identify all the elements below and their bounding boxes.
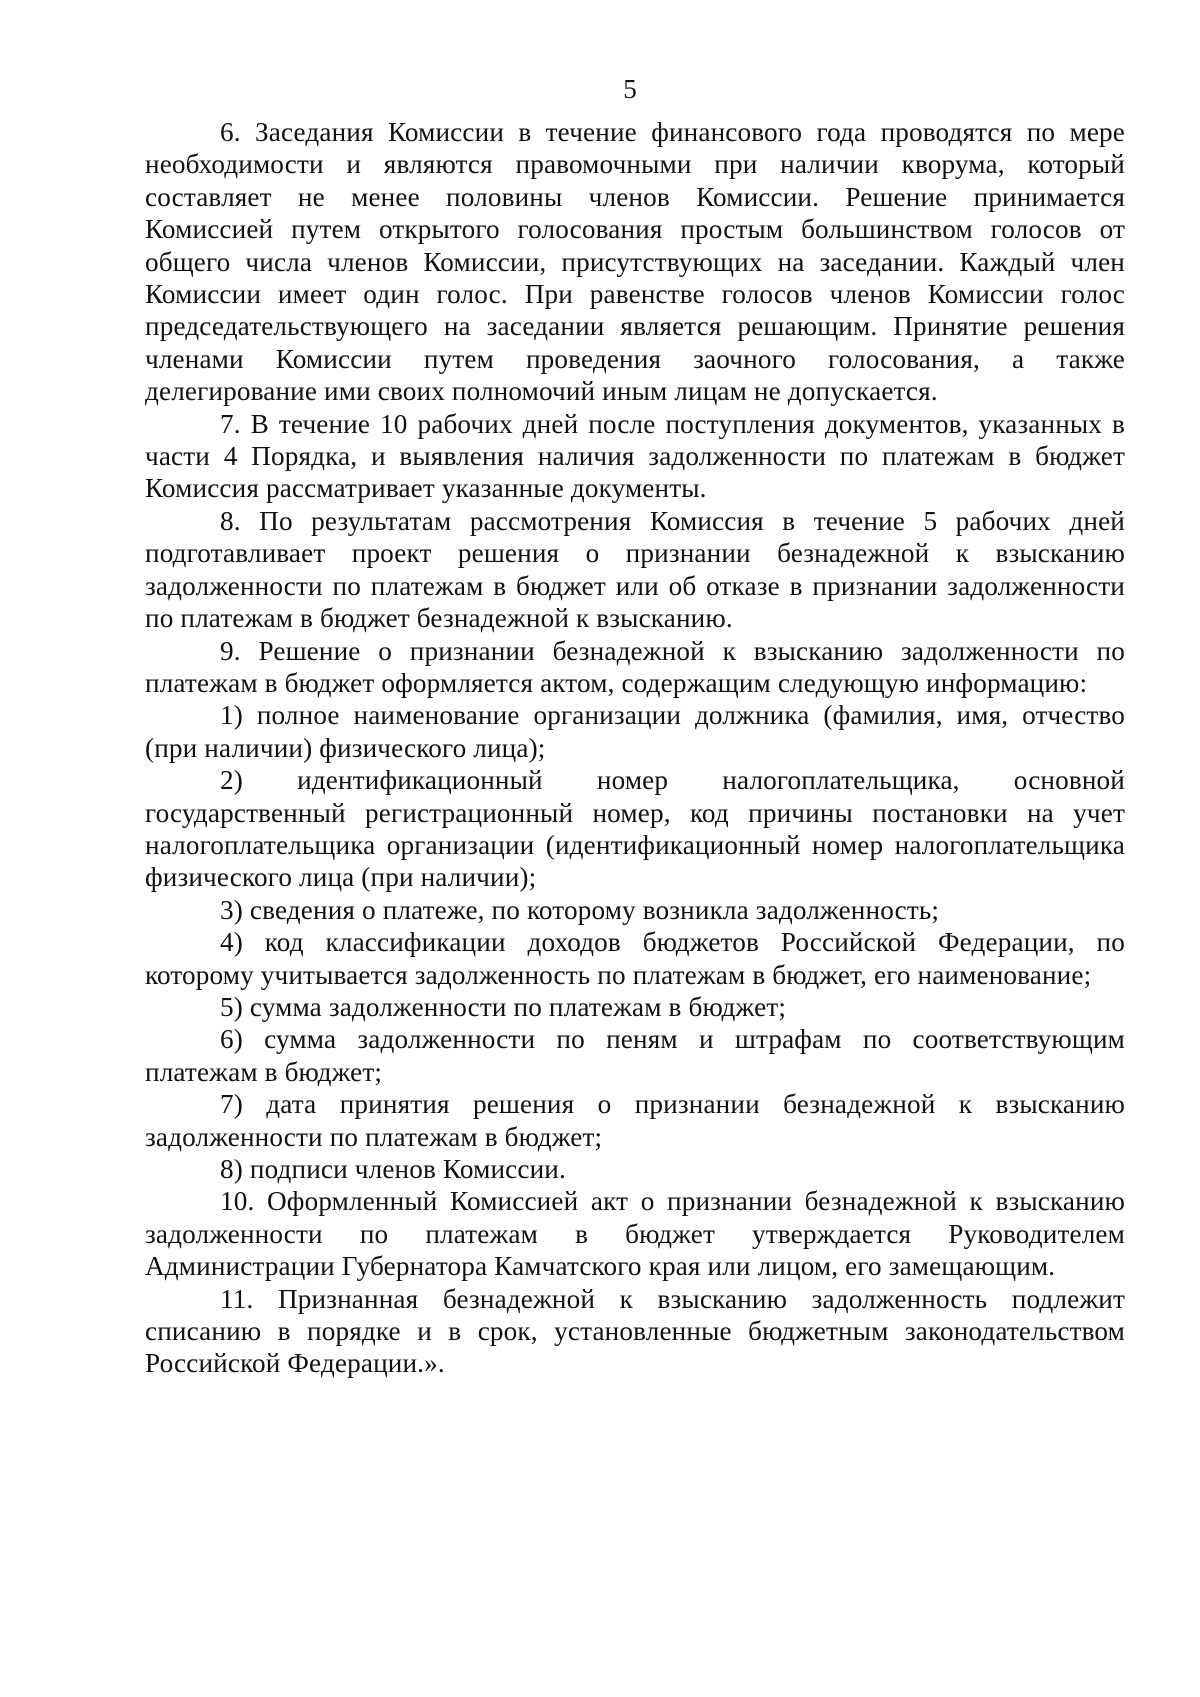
paragraph-8-draft-decision: 8. По результатам рассмотрения Комиссия в течение 5 рабочих дней подготавливает проект решения о признании безнадежной к взысканию задолженности по платежам в бюджет или об отказе в признании задолженности по платежам в бюджет безнадежной к взысканию. [145,505,1125,634]
paragraph-10-act-approval: 10. Оформленный Комиссией акт о признании безнадежной к взысканию задолженности по платежам в бюджет утверждается Руководителем Администрации Губернатора Камчатского края или лицом, его замещающим. [145,1186,1125,1282]
paragraph-11-write-off: 11. Признанная безнадежной к взысканию задолженность подлежит списанию в порядке и в срок, установленные бюджетным законодательством Российской Федерации.». [145,1283,1125,1379]
page-number: 5 [623,74,637,104]
paragraph-9-act-contents: 9. Решение о признании безнадежной к взысканию задолженности по платежам в бюджет оформляется актом, содержащим следующую информацию: [145,635,1125,698]
list-item-5-debt-amount: 5) сумма задолженности по платежам в бюджет; [220,991,787,1022]
list-item-2-tax-ids: 2) идентификационный номер налогоплательщика, основной государственный регистрационный номер, код причины постановки на учет налогоплательщика организации (идентификационный номер налогоплательщика физического лица (при наличии); [145,765,1125,893]
list-item-8-signatures: 8) подписи членов Комиссии. [220,1154,566,1184]
paragraph-6-meetings: 6. Заседания Комиссии в течение финансового года проводятся по мере необходимости и являются правомочными при наличии кворума, который составляет не менее половины членов Комиссии. Решение принимается Комиссией путем открытого голосования простым большинством голосов от общего числа членов Комиссии, присутствующих на заседании. Каждый член Комиссии имеет один голос. При равенстве голосов членов Комиссии голос председательствующего на заседании является решающим. Принятие решения членами Комиссии путем проведения заочного голосования, а также делегирование ими своих полномочий иным лицам не допускается. [145,117,1125,407]
list-item-7-decision-date: 7) дата принятия решения о признании безнадежной к взысканию задолженности по платежам в бюджет; [145,1089,1125,1152]
list-item-6-penalties-amount: 6) сумма задолженности по пеням и штрафам по соответствующим платежам в бюджет; [145,1024,1125,1087]
paragraph-7-review-period: 7. В течение 10 рабочих дней после поступления документов, указанных в части 4 Порядка, и выявления наличия задолженности по платежам в бюджет Комиссия рассматривает указанные документы. [145,408,1125,504]
list-item-1-debtor-name: 1) полное наименование организации должника (фамилия, имя, отчество (при наличии) физического лица); [145,700,1125,763]
list-item-3-payment-info: 3) сведения о платеже, по которому возникла задолженность; [220,894,940,925]
list-item-4-budget-code: 4) код классификации доходов бюджетов Российской Федерации, по которому учитывается задолженность по платежам в бюджет, его наименование; [145,927,1125,990]
document-body [145,116,1125,1380]
